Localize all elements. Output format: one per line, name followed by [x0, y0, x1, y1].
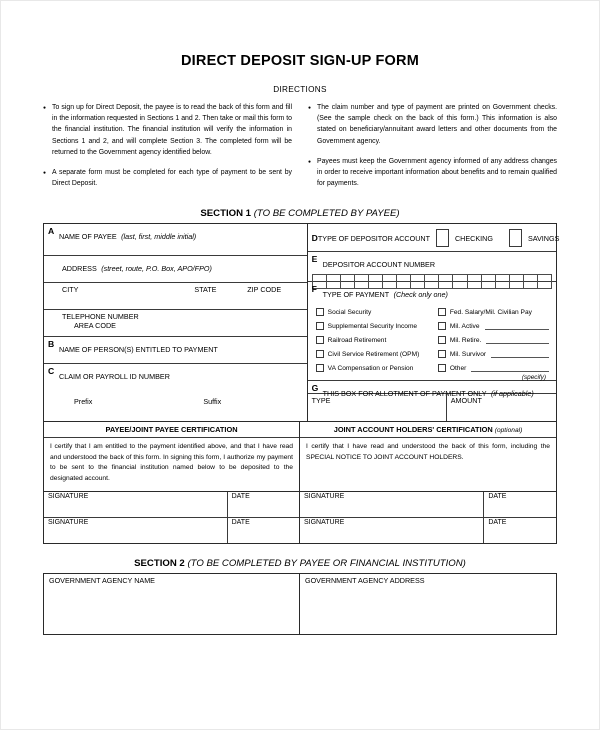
field-hint-address: (street, route, P.O. Box, APO/FPO): [101, 264, 212, 274]
certification-joint-heading-text: JOINT ACCOUNT HOLDERS' CERTIFICATION: [333, 425, 493, 435]
field-telephone[interactable]: [44, 310, 307, 337]
field-letter-g: G: [311, 383, 319, 394]
field-government-agency-name[interactable]: [44, 574, 300, 634]
field-address[interactable]: [44, 256, 307, 283]
payment-option-label: Civil Service Retirement (OPM): [327, 350, 420, 358]
payment-option-label: Railroad Retirement: [327, 336, 387, 344]
signature-row[interactable]: [44, 518, 299, 543]
field-hint-name-of-payee: (last, first, middle initial): [121, 232, 197, 242]
direction-item: [308, 102, 557, 147]
field-label-address: ADDRESS: [62, 264, 97, 274]
signature-row[interactable]: [300, 492, 556, 518]
field-label-city: CITY: [62, 285, 79, 295]
field-label-depositor-account-number: DEPOSITOR ACCOUNT NUMBER: [322, 260, 436, 270]
directions-block: [43, 102, 557, 198]
checkbox-checking[interactable]: [436, 229, 449, 247]
field-claim-id[interactable]: [44, 364, 307, 408]
field-label-zip: ZIP CODE: [247, 285, 282, 295]
field-label-area-code: AREA CODE: [74, 321, 116, 331]
section2-banner-label: SECTION 2: [134, 558, 185, 570]
field-label-name-of-payee: NAME OF PAYEE: [59, 232, 117, 242]
payment-option-row[interactable]: [434, 347, 552, 361]
signature-label: SIGNATURE: [44, 492, 228, 517]
section1-form-table: [43, 223, 560, 422]
certification-payee: [44, 422, 300, 543]
payment-option-label: VA Compensation or Pension: [327, 364, 414, 372]
payment-option-label: Mil. Retire.: [449, 336, 482, 344]
payment-options: [312, 305, 552, 375]
payment-option-row[interactable]: [312, 347, 430, 361]
payment-option-row[interactable]: [434, 305, 552, 319]
section1-right-column: [308, 224, 560, 421]
payment-options-left: [312, 305, 430, 375]
field-allotment-header: [308, 381, 556, 399]
field-depositor-account-number[interactable]: [308, 252, 556, 282]
direction-item: [308, 156, 557, 190]
section2-banner-note: (TO BE COMPLETED BY PAYEE OR FINANCIAL INSTITUTION): [187, 558, 466, 570]
field-letter-f: F: [311, 284, 317, 295]
checkbox-icon[interactable]: [316, 350, 324, 358]
checkbox-icon[interactable]: [438, 364, 446, 372]
directions-heading: DIRECTIONS: [273, 85, 327, 94]
field-label-claim-id: CLAIM OR PAYROLL ID NUMBER: [59, 372, 170, 382]
section1-banner-note: (TO BE COMPLETED BY PAYEE): [253, 208, 400, 220]
payment-option-row[interactable]: [434, 319, 552, 333]
checkbox-icon[interactable]: [316, 364, 324, 372]
payment-option-row[interactable]: [434, 361, 552, 375]
directions-column-right: [308, 102, 557, 198]
bullet-icon: [308, 156, 317, 190]
write-in-line[interactable]: [471, 364, 549, 372]
field-hint-allotment: (if applicable): [491, 389, 534, 399]
field-city-state-zip[interactable]: [44, 283, 307, 310]
field-letter-e: E: [311, 254, 318, 265]
form-title: DIRECT DEPOSIT SIGN-UP FORM: [181, 53, 419, 69]
field-letter-b: B: [48, 339, 55, 350]
field-label-type-depositor-account: TYPE OF DEPOSITOR ACCOUNT: [317, 233, 430, 243]
field-label-allotment-amount: AMOUNT: [450, 396, 482, 406]
field-label-person-entitled: NAME OF PERSON(S) ENTITLED TO PAYMENT: [59, 345, 218, 355]
field-label-telephone-number: TELEPHONE NUMBER: [62, 312, 139, 322]
checkbox-icon[interactable]: [438, 350, 446, 358]
date-label: DATE: [231, 493, 250, 501]
field-label-government-agency-name: GOVERNMENT AGENCY NAME: [49, 576, 155, 586]
section2-banner: [1, 558, 599, 569]
payment-option-label: Mil. Active: [449, 322, 480, 330]
payment-option-row[interactable]: [312, 305, 430, 319]
field-letter-c: C: [48, 366, 55, 377]
certification-joint-body: I certify that I have read and understood the back of this form, including the SPECIAL NOTICE TO JOINT ACCOUNT HOLDERS.: [300, 438, 556, 492]
field-label-state: STATE: [194, 285, 217, 295]
write-in-line[interactable]: [486, 336, 549, 344]
direction-text: To sign up for Direct Deposit, the payee is to read the back of this form and fill in the information requested in Sections 1 and 2. Then take or mail this form to the financial institution. The financial institution will verify the information in Sections 1 and 2, and will complete Section 3. The completed form will be returned to the Government agency identified below.: [52, 104, 292, 156]
payment-option-label: Fed. Salary/Mil. Civilian Pay: [449, 308, 532, 316]
direction-text: A separate form must be completed for each type of payment to be sent by Direct Deposit.: [52, 168, 292, 188]
direction-item: [43, 167, 292, 189]
prefix-suffix-row: [44, 397, 307, 406]
checkbox-icon[interactable]: [316, 308, 324, 316]
field-allotment-row[interactable]: [308, 394, 556, 421]
certification-payee-heading: PAYEE/JOINT PAYEE CERTIFICATION: [44, 422, 299, 438]
field-label-allotment: THIS BOX FOR ALLOTMENT OF PAYMENT ONLY: [322, 389, 487, 399]
date-label: DATE: [488, 493, 507, 501]
signature-label: SIGNATURE: [44, 518, 228, 543]
field-letter-d: D: [311, 233, 318, 244]
field-label-government-agency-address: GOVERNMENT AGENCY ADDRESS: [305, 576, 425, 586]
certification-joint-heading: [300, 422, 556, 438]
signature-label: SIGNATURE: [300, 492, 484, 517]
payment-option-row[interactable]: [312, 333, 430, 347]
directions-column-left: [43, 102, 292, 198]
certification-joint-holders: [300, 422, 556, 543]
checkbox-icon[interactable]: [438, 322, 446, 330]
write-in-line[interactable]: [485, 322, 549, 330]
label-savings: SAVINGS: [527, 233, 560, 243]
field-label-type-of-payment: TYPE OF PAYMENT: [322, 290, 390, 300]
write-in-line[interactable]: [491, 350, 549, 358]
signature-label: SIGNATURE: [300, 518, 484, 543]
field-label-prefix: Prefix: [74, 397, 93, 407]
direction-item: [43, 102, 292, 158]
label-checking: CHECKING: [454, 233, 493, 243]
direction-text: The claim number and type of payment are printed on Government checks. (See the sample check on the back of this form.) This information is also stated on beneficiary/annuitant award letters and other documents from the Government agency.: [317, 104, 557, 145]
field-type-of-depositor-account[interactable]: [308, 224, 560, 252]
section1-banner: [1, 208, 599, 219]
checkbox-savings[interactable]: [509, 229, 522, 247]
bullet-icon: [43, 102, 52, 158]
section2-form-table: [43, 573, 557, 635]
certification-table: [43, 422, 557, 544]
field-government-agency-address[interactable]: [300, 574, 556, 634]
checkbox-icon[interactable]: [438, 308, 446, 316]
bullet-icon: [43, 167, 52, 189]
specify-note: (specify): [521, 374, 546, 382]
date-label: DATE: [488, 519, 507, 527]
signature-row[interactable]: [300, 518, 556, 543]
checkbox-icon[interactable]: [316, 322, 324, 330]
section1-banner-label: SECTION 1: [200, 208, 252, 220]
field-type-of-payment: [308, 282, 556, 381]
payment-option-label: Other: [449, 364, 467, 372]
payment-option-row[interactable]: [312, 319, 430, 333]
section1-left-column: [44, 224, 308, 421]
checkbox-icon[interactable]: [438, 336, 446, 344]
payment-option-label: Social Security: [327, 308, 372, 316]
field-name-of-payee[interactable]: [44, 224, 307, 256]
field-person-entitled[interactable]: [44, 337, 307, 364]
certification-joint-optional: (optional): [494, 427, 523, 435]
date-label: DATE: [231, 519, 250, 527]
payment-options-right: [430, 305, 552, 375]
field-label-suffix: Suffix: [203, 397, 222, 407]
bullet-icon: [308, 102, 317, 147]
checkbox-icon[interactable]: [316, 336, 324, 344]
field-hint-type-of-payment: (Check only one): [393, 290, 448, 300]
signature-row[interactable]: [44, 492, 299, 518]
field-letter-a: A: [48, 226, 55, 237]
payment-option-row[interactable]: [434, 333, 552, 347]
direction-text: Payees must keep the Government agency informed of any address changes in order to receive important information about benefits and to remain qualified for payments.: [317, 157, 557, 188]
payment-option-label: Supplemental Security Income: [327, 322, 418, 330]
payment-option-row[interactable]: [312, 361, 430, 375]
payment-option-label: Mil. Survivor: [449, 350, 487, 358]
certification-payee-body: I certify that I am entitled to the payment identified above, and that I have read and understood the back of this form. In signing this form, I authorize my payment to be sent to the financial institution named below to be deposited to the designated account.: [44, 438, 299, 492]
field-label-allotment-type: TYPE: [308, 394, 447, 421]
